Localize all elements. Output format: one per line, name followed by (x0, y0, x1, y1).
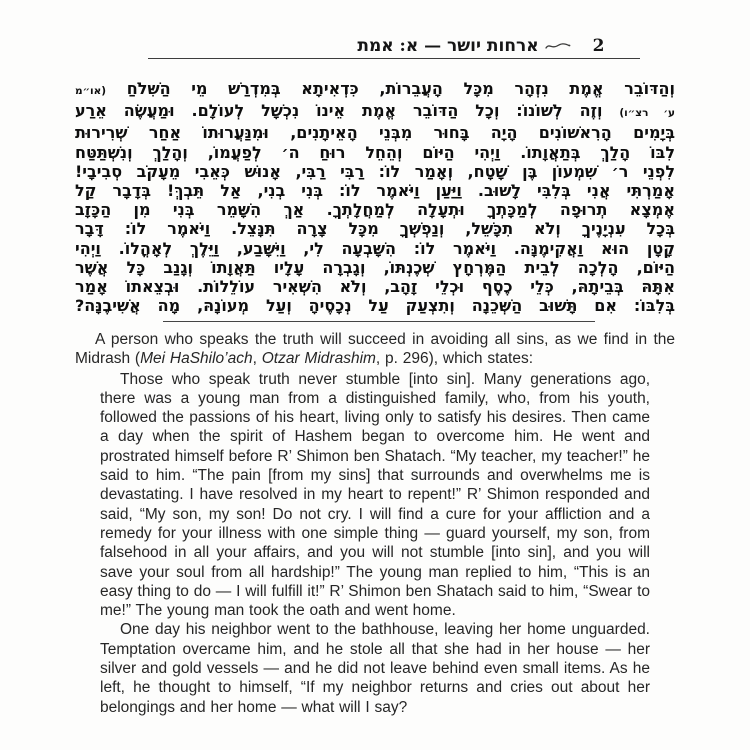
hebrew-line: בְּלִבּוֹ: אִם תָּשׁוּב הַשְּׁכֵנָה וְתִצְעַק עַל נְכָסֶיהָ וְעַל מְעוֹנָהּ, מָה אֲשִׁיבֶנָּה? (75, 296, 675, 316)
hebrew-line: אָמַרְתִּי אֲנִי בְּלִבִּי לָשׁוּב. וַיַּעַן וַיֹּאמֶר לוֹ: בְּנִי בְנִי, אַל תֵּבְךְּ! בְּדָבָר קַל (75, 181, 675, 201)
hebrew-source-note: ע׳ רצ״ו) (619, 107, 675, 120)
page-number: 2 (592, 36, 605, 56)
header-rule (148, 58, 640, 59)
source-title: Mei HaShilo’ach (140, 350, 253, 368)
intro-text: , p. 296), which states: (375, 350, 533, 368)
section-divider-rule (163, 321, 595, 322)
intro-text: A person who speaks the truth will succeed in avoiding all sins, as we find in the Midrash ( (75, 331, 675, 368)
hebrew-line: אֶמְצָא תְרוּפָה לְמַכָּתְךָ וּתְעָלָה לְמַחֲלָתְךָ. אַךְ הִשָּׁמֵר בְּנִי מִן הַכָּזָב (75, 200, 675, 220)
hebrew-line: הַיּוֹם, הָלְכָה לְבֵית הַמֶּרְחָץ שְׁכֶנְתּוֹ, וְגָבְרָה עָלָיו תַּאֲוָתוֹ וְגָנַב כָּל אֲשֶׁר (75, 257, 675, 277)
source-title: Otzar Midrashim (261, 350, 376, 368)
hebrew-line: ע׳ רצ״ו) וְזֶה לְשׁוֹנוֹ: וְכָל הַדּוֹבֵר אֱמֶת אֵינוֹ נִכְשָׁל לְעוֹלָם. וּמַעֲשֶׂה אֵרַע (75, 101, 675, 121)
running-header (357, 36, 605, 56)
hebrew-line: לִבּוֹ הָלַךְ בְּתַאֲוָתוֹ. וַיְהִי הַיּוֹם וְהֵחֵל רוּחַ ה׳ לְפַעֲמוֹ, וְהָלַךְ וְנִשְׁתַּטַּח (75, 142, 675, 162)
hebrew-block (75, 79, 675, 315)
english-intro (75, 330, 675, 369)
swash-ornament-icon (545, 41, 571, 51)
hebrew-source-note: (או״מ (75, 85, 107, 97)
intro-text: , (252, 350, 262, 368)
hebrew-line: בְּכָל עִנְיָנֶיךָ וְלֹא תִכָּשֵׁל, וְנַפְשְׁךָ מִכָּל צָרָה תִּנָּצֵל. וַיֹּאמֶר לוֹ: דָּבָר (75, 219, 675, 239)
midrash-quote (100, 370, 650, 717)
hebrew-line: קָטָן הוּא וַאֲקִימֶנָּה. וַיֹּאמֶר לוֹ: הִשָּׁבְעָה לִי, וַיִּשָּׁבַע, וַיֵּלֶךְ לְאָהֳלוֹ. וַיְהִי (75, 238, 675, 258)
hebrew-line: לִפְנֵי ר׳ שִׁמְעוֹן בֶּן שָׁטָח, וְאָמַר לוֹ: רַבִּי רַבִּי, אָנוּשׁ כְּאֵבִי מֵעָקֹב סְבִיבָי! (75, 161, 675, 181)
hebrew-line: בְּיָמִים הָרִאשׁוֹנִים הָיָה בָּחוּר מִבְּנֵי הָאֵיתָנִים, וּמִנַּעֲרוּתוֹ אַחַר שְׁרִירוּת (75, 123, 675, 143)
hebrew-line: וְהַדּוֹבֵר אֱמֶת נִזְהָר מִכָּל הָעֲבֵרוֹת, כִּדְאִיתָא בְּמִדְרַשׁ מֵי הַשִּׁלֹחַ (או״מ (75, 79, 675, 98)
english-paragraph: One day his neighbor went to the bathhouse, leaving her home unguarded. Temptation overcame him, and he stole all that she had in her house — her silver and gold vessels — and he did not leave behind even small items. As he left, he thought to himself, “If my neighbor returns and cries out about her belongings and her home — what will I say? (100, 621, 650, 716)
english-paragraph: Those who speak truth never stumble [into sin]. Many generations ago, there was a young man from a distinguished family, who, from his youth, followed the passions of his heart, living only to satisfy his desires. Then came a day when the spirit of Hashem began to overcome him. He went and prostrated himself before R’ Shimon ben Shatach. “My teacher, my teacher!” he said to him. “The pain [from my sins] that surrounds and overwhelms me is devastating. I have resolved in my heart to repent!” R’ Shimon responded and said, “My son, my son! Do not cry. I will find a cure for your affliction and a remedy for your illness with one simple thing — guard yourself, my son, from falsehood in all your affairs, and you will not stumble [into sin], and you will save your soul from all hardship!” The young man replied to him, “This is an easy thing to do — I will fulfill it!” R’ Shimon ben Shatach said to him, “Swear to me!” The young man took the oath and went home. (100, 370, 650, 620)
english-section (75, 330, 675, 717)
hebrew-line: אִתָּהּ בְּבֵיתָהּ, כְּלֵי כֶסֶף וּכְלֵי זָהָב, וְלֹא הִשְׁאִיר עוֹלֵלוֹת. וּבְצֵאתוֹ אָמַר (75, 277, 675, 297)
chapter-title: ארחות יושר — א: אמת (357, 36, 539, 56)
